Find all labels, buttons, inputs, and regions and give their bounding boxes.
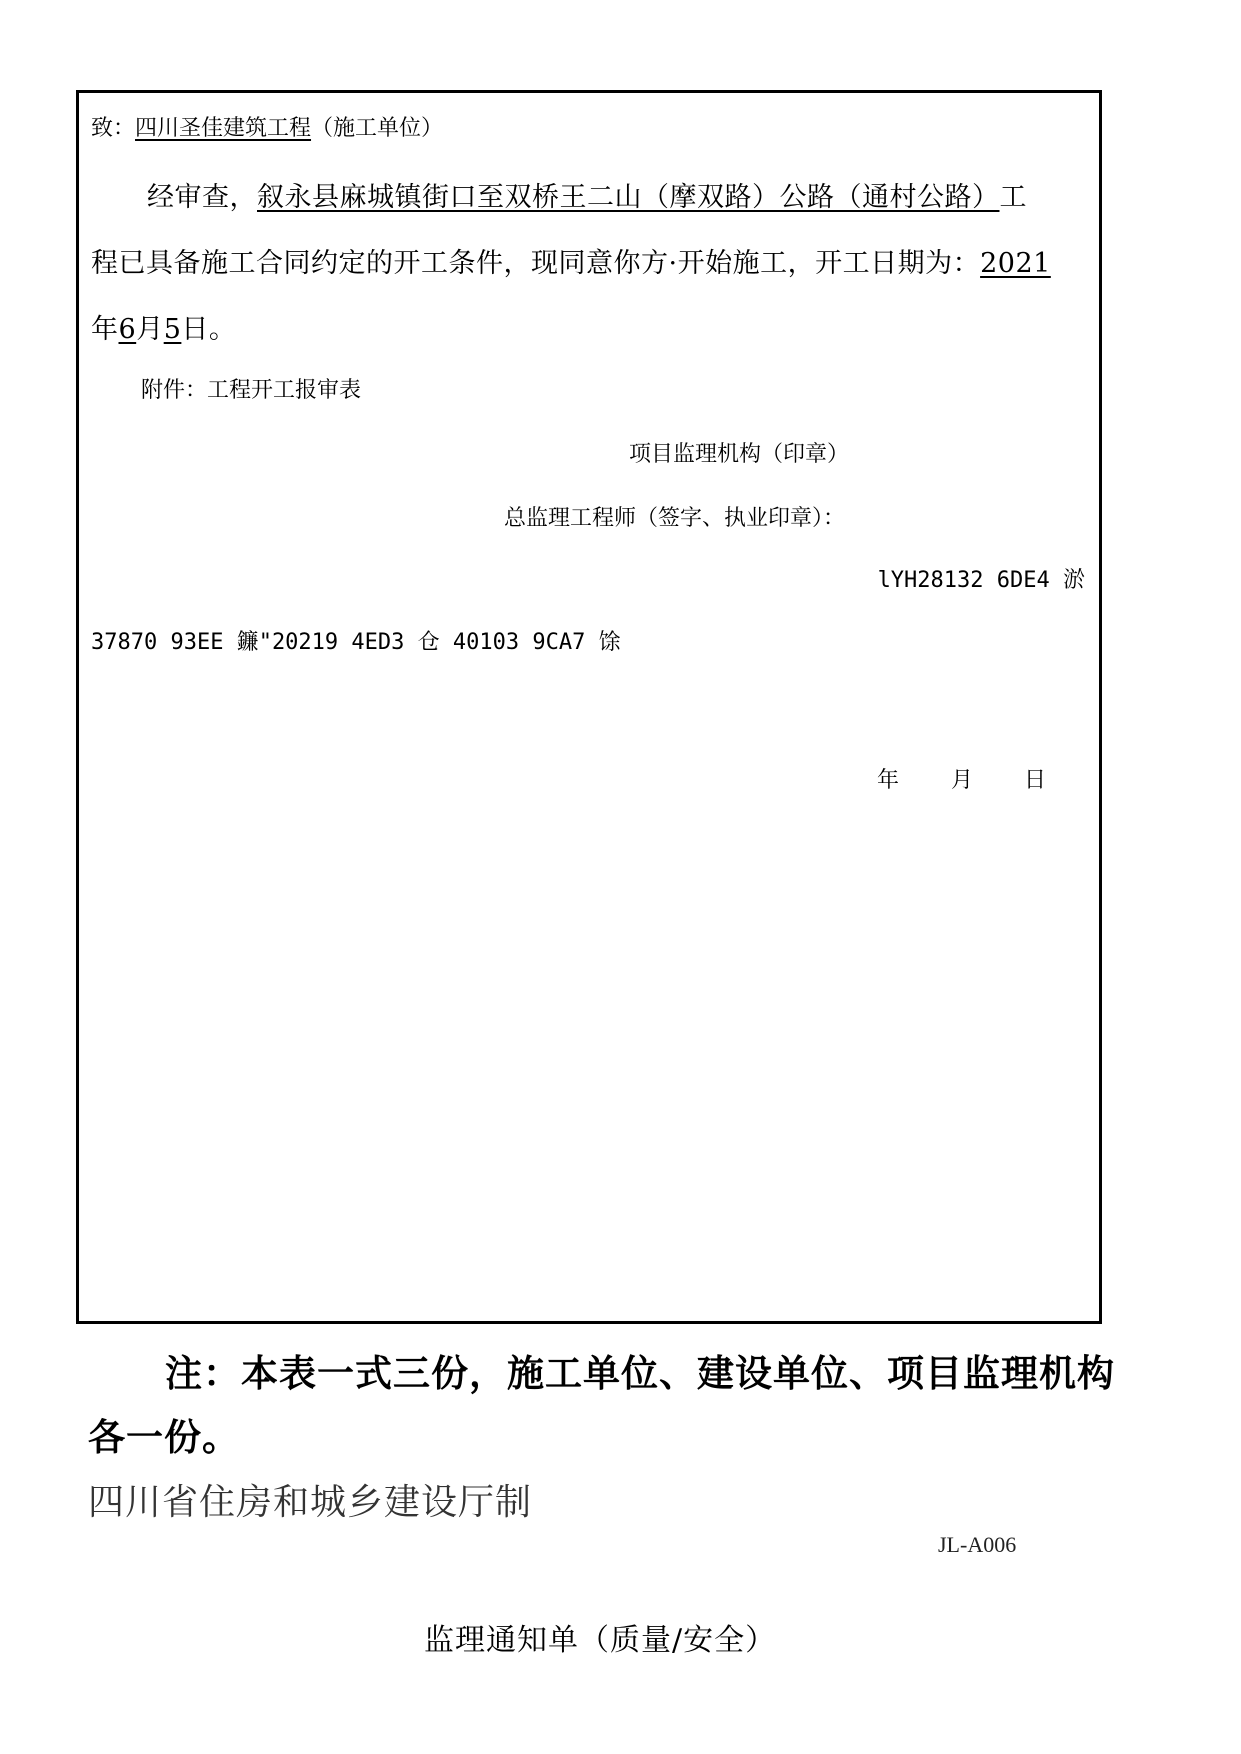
start-month: 6	[118, 314, 137, 345]
sign-date-month: 月	[951, 768, 974, 793]
recipient-label: 致：	[91, 116, 136, 141]
sign-date-day: 日	[1024, 768, 1047, 793]
review-line-2	[91, 241, 1051, 280]
review-line-1-suffix: 工	[999, 182, 1027, 213]
start-day: 5	[163, 314, 182, 345]
attachment-line: 附件：工程开工报审表	[141, 378, 362, 403]
recipient-unit: 四川圣佳建筑工程	[135, 116, 312, 141]
review-line-1	[147, 175, 1027, 214]
recipient-suffix: （施工单位）	[311, 116, 444, 141]
form-code: JL-A006	[938, 1532, 1017, 1557]
signature-code-line-1: lYH28132 6DE4 淤	[877, 568, 1085, 593]
project-name: 叙永县麻城镇街口至双桥王二山（摩双路）公路（通村公路）	[257, 182, 1000, 213]
copies-note-line-1: 注：本表一式三份，施工单位、建设单位、项目监理机构	[165, 1352, 1115, 1395]
start-date-line	[91, 307, 236, 346]
review-prefix: 经审查，	[147, 182, 257, 213]
review-line-2-text: 程已具备施工合同约定的开工条件，现同意你方·开始施工，开工日期为：	[91, 248, 981, 279]
issuing-authority: 四川省住房和城乡建设厅制	[88, 1482, 533, 1523]
notice-form-frame	[76, 90, 1102, 1324]
day-char: 日。	[181, 314, 237, 345]
next-form-title: 监理通知单（质量/安全）	[424, 1623, 777, 1658]
chief-engineer-label: 总监理工程师（签字、执业印章）：	[504, 506, 846, 531]
recipient-line	[91, 111, 443, 142]
start-year: 2021	[980, 248, 1051, 279]
year-char: 年	[91, 314, 119, 345]
signature-code-line-2: 37870 93EE 鐮"20219 4ED3 仓 40103 9CA7 馀	[91, 630, 621, 655]
month-char: 月	[136, 314, 164, 345]
copies-note-line-2: 各一份。	[88, 1416, 240, 1459]
supervision-org-label: 项目监理机构（印章）	[629, 442, 850, 467]
sign-date-year: 年	[877, 768, 900, 793]
